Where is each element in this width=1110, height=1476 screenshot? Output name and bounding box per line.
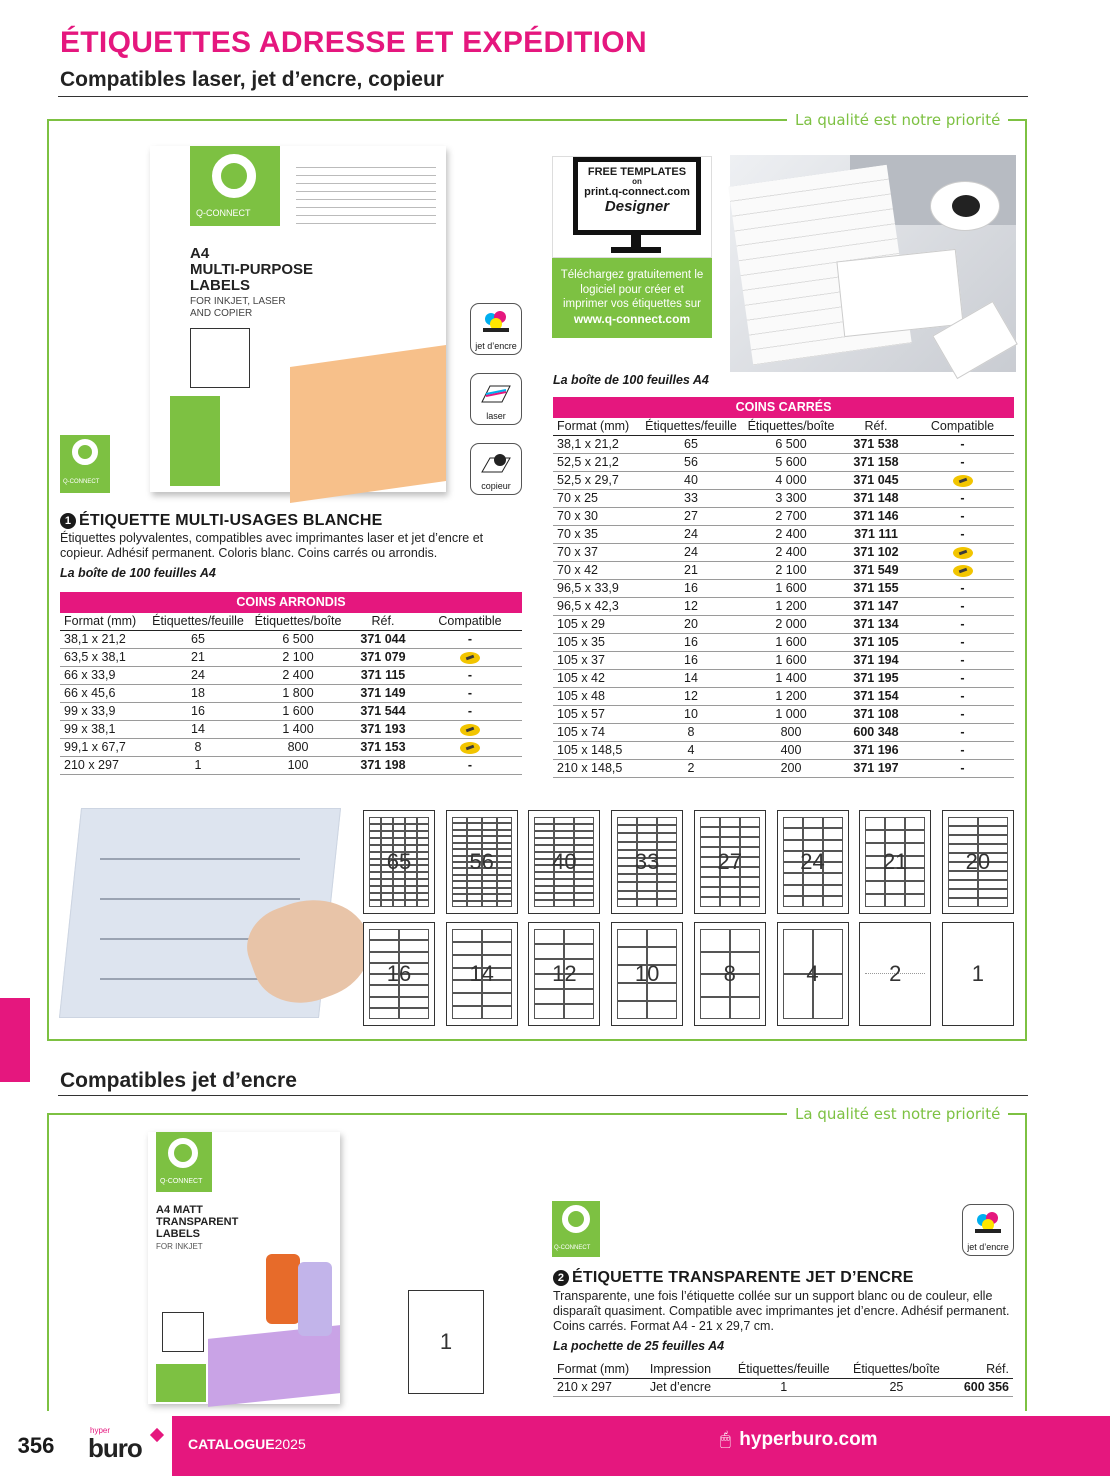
inkjet-icon-2: jet d’encre bbox=[962, 1204, 1014, 1256]
q-designer-icon bbox=[953, 565, 973, 577]
product-2-description: Transparente, une fois l’étiquette collée sur un support blanc ou de couleur, elle disparaît quasiment. Compatible avec imprimantes jet d’encre. Adhésif permanent. Coins carrés. Format A4 - 21 x 29,7 cm. bbox=[553, 1289, 1010, 1333]
quality-badge: La qualité est notre priorité bbox=[787, 111, 1008, 129]
table-row: 70 x 25 33 3 300 371 148 - bbox=[553, 490, 1014, 508]
banner-square: COINS CARRÉS bbox=[553, 397, 1014, 418]
q-designer-icon bbox=[460, 742, 480, 754]
q-designer-icon bbox=[953, 547, 973, 559]
table-row: 210 x 297 Jet d’encre 1 25 600 356 bbox=[553, 1379, 1013, 1397]
table-row: 52,5 x 21,2 56 5 600 371 158 - bbox=[553, 454, 1014, 472]
section-rule bbox=[58, 1095, 1028, 1096]
label-sheet-10: 10 bbox=[611, 922, 683, 1026]
table-row: 66 x 33,9 24 2 400 371 115 - bbox=[60, 667, 522, 685]
free-templates-promo: FREE TEMPLATES on print.q-connect.com Designer bbox=[552, 156, 712, 258]
label-sheet-16: 16 bbox=[363, 922, 435, 1026]
label-sheet-40: 40 bbox=[528, 810, 600, 914]
inkjet-icon: jet d’encre bbox=[470, 303, 522, 355]
label-sheet-14: 14 bbox=[446, 922, 518, 1026]
label-sheet-27: 27 bbox=[694, 810, 766, 914]
promo-text: Téléchargez gratuitement le logiciel pour créer et imprimer vos étiquettes sur www.q-connect.com bbox=[552, 258, 712, 338]
q-connect-logo-2: Q-CONNECT bbox=[552, 1201, 600, 1257]
label-sheet-8: 8 bbox=[694, 922, 766, 1026]
table-row: 38,1 x 21,2 65 6 500 371 044 - bbox=[60, 631, 522, 649]
table-transparent: Format (mm) Impression Étiquettes/feuille Étiquettes/boîte Réf. 210 x 297 Jet d’encre 1 25 600 356 bbox=[553, 1361, 1013, 1397]
table-row: 99,1 x 67,7 8 800 371 153 bbox=[60, 739, 522, 757]
label-sheet-20: 20 bbox=[942, 810, 1014, 914]
table-row: 105 x 37 16 1 600 371 194 - bbox=[553, 652, 1014, 670]
catalogue-label: CATALOGUE2025 bbox=[188, 1436, 306, 1452]
table-row: 96,5 x 33,9 16 1 600 371 155 - bbox=[553, 580, 1014, 598]
table-row: 105 x 42 14 1 400 371 195 - bbox=[553, 670, 1014, 688]
table-row: 99 x 33,9 16 1 600 371 544 - bbox=[60, 703, 522, 721]
table-row: 105 x 35 16 1 600 371 105 - bbox=[553, 634, 1014, 652]
q-connect-logo-small: Q-CONNECT bbox=[60, 435, 110, 493]
section-title-inkjet: Compatibles jet d’encre bbox=[60, 1069, 297, 1092]
table-row: 96,5 x 42,3 12 1 200 371 147 - bbox=[553, 598, 1014, 616]
laser-icon: laser bbox=[470, 373, 522, 425]
product-1-title: 1 ÉTIQUETTE MULTI-USAGES BLANCHE bbox=[60, 512, 382, 530]
q-connect-logo: Q-CONNECT bbox=[190, 146, 280, 226]
transparent-package-image: Q-CONNECT A4 MATT TRANSPARENT LABELS FOR INKJET bbox=[148, 1132, 340, 1404]
website-link[interactable]: 🖱 hyperburo.com bbox=[720, 1429, 878, 1450]
table-row: 105 x 74 8 800 600 348 - bbox=[553, 724, 1014, 742]
table-row: 105 x 48 12 1 200 371 154 - bbox=[553, 688, 1014, 706]
product-2-title: 2 ÉTIQUETTE TRANSPARENTE JET D’ENCRE bbox=[553, 1269, 914, 1287]
q-designer-icon bbox=[460, 724, 480, 736]
table-row: 70 x 30 27 2 700 371 146 - bbox=[553, 508, 1014, 526]
label-sheet-1-transparent: 1 bbox=[408, 1290, 484, 1394]
table-row: 70 x 37 24 2 400 371 102 bbox=[553, 544, 1014, 562]
table-row: 105 x 57 10 1 000 371 108 - bbox=[553, 706, 1014, 724]
banner-rounded: COINS ARRONDIS bbox=[60, 592, 522, 613]
table-row: 63,5 x 38,1 21 2 100 371 079 bbox=[60, 649, 522, 667]
label-sheet-24: 24 bbox=[777, 810, 849, 914]
peeling-label-photo bbox=[60, 800, 350, 1025]
label-sheet-2: 2 bbox=[859, 922, 931, 1026]
label-sheet-65: 65 bbox=[363, 810, 435, 914]
product-1-box-square: La boîte de 100 feuilles A4 bbox=[553, 373, 709, 387]
table-row: 70 x 42 21 2 100 371 549 bbox=[553, 562, 1014, 580]
table-row: 66 x 45,6 18 1 800 371 149 - bbox=[60, 685, 522, 703]
q-designer-icon bbox=[460, 652, 480, 664]
table-row: 70 x 35 24 2 400 371 111 - bbox=[553, 526, 1014, 544]
table-row: 105 x 29 20 2 000 371 134 - bbox=[553, 616, 1014, 634]
table-row: 99 x 38,1 14 1 400 371 193 bbox=[60, 721, 522, 739]
product-1-description: Étiquettes polyvalentes, compatibles avec imprimantes laser et jet d’encre et copieur. Adhésif permanent. Coloris blanc. Coins carrés ou arrondis. bbox=[60, 531, 484, 560]
page-title: ÉTIQUETTES ADRESSE ET EXPÉDITION bbox=[60, 26, 647, 59]
mouse-icon: 🖱 bbox=[720, 1429, 731, 1449]
product-package-image: Q-CONNECT A4 MULTI-PURPOSE LABELS FOR INKJET, LASER AND COPIER bbox=[150, 146, 446, 492]
quality-badge-2: La qualité est notre priorité bbox=[787, 1105, 1008, 1123]
table-row: 210 x 297 1 100 371 198 - bbox=[60, 757, 522, 775]
label-sheet-1: 1 bbox=[942, 922, 1014, 1026]
office-photo bbox=[730, 155, 1016, 372]
copier-icon: copieur bbox=[470, 443, 522, 495]
label-sheet-21: 21 bbox=[859, 810, 931, 914]
product-1-box: La boîte de 100 feuilles A4 bbox=[60, 566, 216, 580]
side-tab bbox=[0, 998, 30, 1082]
page-number: 356 bbox=[0, 1416, 72, 1476]
label-sheet-4: 4 bbox=[777, 922, 849, 1026]
section-title-laser: Compatibles laser, jet d’encre, copieur bbox=[60, 68, 444, 91]
table-row: 38,1 x 21,2 65 6 500 371 538 - bbox=[553, 436, 1014, 454]
table-row: 105 x 148,5 4 400 371 196 - bbox=[553, 742, 1014, 760]
label-sheet-12: 12 bbox=[528, 922, 600, 1026]
table-row: 210 x 148,5 2 200 371 197 - bbox=[553, 760, 1014, 778]
table-rounded-corners: COINS ARRONDIS Format (mm) Étiquettes/feuille Étiquettes/boîte Réf. Compatible 38,1 x 21,2 65 6 500 371 044 - 63,5 x 38,1 21 2 100 371 079 66 x 33,9 24 2 400 371 115 - 66 x 45,6 18 1 800 371 149 - 99 x 33,9 16 1 600 371 544 - 99 x 38,1 14 1 400 371 193 99,1 x 67,7 8 800 371 153 210 x 297 1 100 371 198 - bbox=[60, 592, 522, 775]
product-2-box: La pochette de 25 feuilles A4 bbox=[553, 1339, 725, 1353]
label-sheet-33: 33 bbox=[611, 810, 683, 914]
table-square-corners: COINS CARRÉS Format (mm) Étiquettes/feuille Étiquettes/boîte Réf. Compatible 38,1 x 21,2 65 6 500 371 538 - 52,5 x 21,2 56 5 600 371 158 - 52,5 x 29,7 40 4 000 371 045 70 x 25 33 3 300 371 148 - 70 x 30 27 2 700 371 146 - 70 x 35 24 2 400 371 111 - 70 x 37 24 2 400 371 102 70 x 42 21 2 100 371 549 96,5 x 33,9 16 1 600 371 155 - 96,5 x 42,3 12 1 200 371 147 - 105 x 29 20 2 000 371 134 - 105 x 35 16 1 600 371 105 - 105 x 37 16 1 600 371 194 - 105 x 42 14 1 400 371 195 - 105 x 48 12 1 200 371 154 - 105 x 57 10 1 000 371 108 - 105 x 74 8 800 600 348 - 105 x 148,5 4 400 371 196 - 210 x 148,5 2 200 371 197 - bbox=[553, 397, 1014, 778]
promo-url[interactable]: www.q-connect.com bbox=[573, 311, 691, 326]
table-row: 52,5 x 29,7 40 4 000 371 045 bbox=[553, 472, 1014, 490]
title-rule bbox=[58, 96, 1028, 97]
hyperburo-logo: hyper buro bbox=[72, 1416, 172, 1476]
q-designer-icon bbox=[953, 475, 973, 487]
label-sheet-56: 56 bbox=[446, 810, 518, 914]
